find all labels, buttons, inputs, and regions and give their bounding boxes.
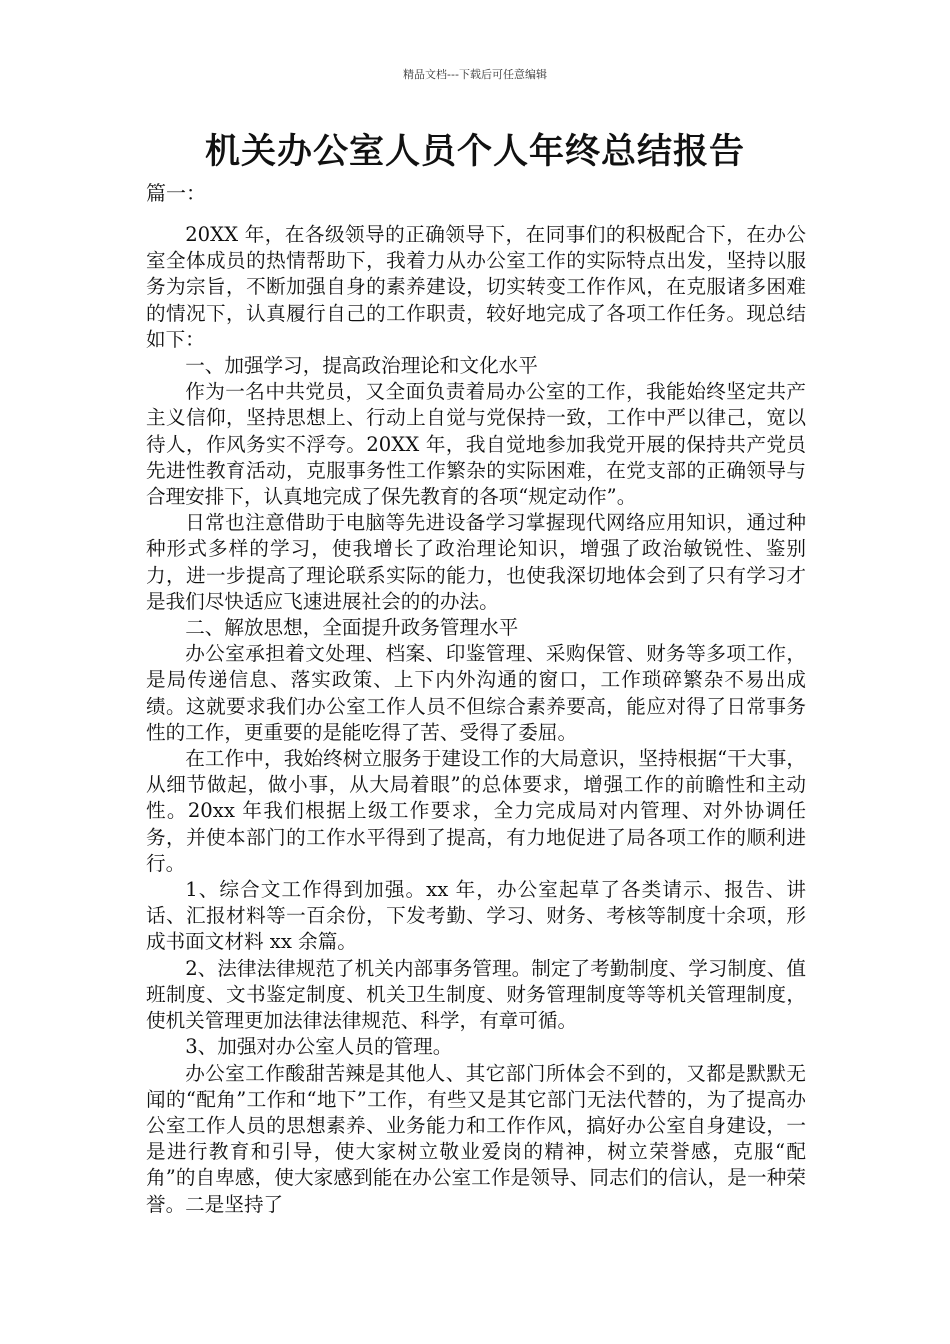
page-header-note: 精品文档---下载后可任意编辑 xyxy=(403,68,547,81)
paragraph: 在工作中，我始终树立服务于建设工作的大局意识，坚持根据“干大事，从细节做起，做小事，从大局着眼”的总体要求，增强工作的前瞻性和主动性。20xx 年我们根据上级工作要求，全力完成局对内管理、对外协调任务，并使本部门的工作水平得到了提高，有力地促进了局各项工作的顺利进行。 xyxy=(146,747,806,875)
document-title: 机关办公室人员个人年终总结报告 xyxy=(204,132,745,172)
paragraph: 作为一名中共党员，又全面负责着局办公室的工作，我能始终坚定共产主义信仰，坚持思想上、行动上自觉与党保持一致，工作中严以律己，宽以待人，作风务实不浮夸。20XX 年，我自觉地参加我党开展的保持共产党员先进性教育活动，克服事务性工作繁杂的实际困难，在党支部的正确领导与合理安排下，认真地完成了保先教育的各项“规定动作”。 xyxy=(146,380,806,509)
paragraph: 办公室承担着文处理、档案、印鉴管理、采购保管、财务等多项工作，是局传递信息、落实政策、上下内外沟通的窗口，工作琐碎繁杂不易出成绩。这就要求我们办公室工作人员不但综合素养要高，能应对得了日常事务性的工作，更重要的是能吃得了苦、受得了委屈。 xyxy=(146,642,806,744)
list-item-3: 3、加强对办公室人员的管理。 xyxy=(185,1035,453,1059)
list-item-1: 1、综合文工作得到加强。xx 年，办公室起草了各类请示、报告、讲话、汇报材料等一百余份，下发考勤、学习、财务、考核等制度十余项，形成书面文材料 xx 余篇。 xyxy=(146,878,806,954)
heading-one: 一、加强学习，提高政治理论和文化水平 xyxy=(185,354,538,378)
paragraph: 日常也注意借助于电脑等先进设备学习掌握现代网络应用知识，通过种种形式多样的学习，使我增长了政治理论知识，增强了政治敏锐性、鉴别力，进一步提高了理论联系实际的能力，也使我深切地体会到了只有学习才是我们尽快适应飞速进展社会的的办法。 xyxy=(146,511,806,613)
section-label: 篇一： xyxy=(146,181,206,205)
document-body xyxy=(146,222,806,1218)
heading-two: 二、解放思想，全面提升政务管理水平 xyxy=(185,616,519,640)
paragraph: 办公室工作酸甜苦辣是其他人、其它部门所体会不到的，又都是默默无闻的“配角”工作和“地下”工作，有些又是其它部门无法代替的，为了提高办公室工作人员的思想素养、业务能力和工作作风，搞好办公室自身建设，一是进行教育和引导，使大家树立敬业爱岗的精神，树立荣誉感，克服“配角”的自卑感，使大家感到能在办公室工作是领导、同志们的信认，是一种荣誉。二是坚持了 xyxy=(146,1061,806,1216)
list-item-2: 2、法律法律规范了机关内部事务管理。制定了考勤制度、学习制度、值班制度、文书鉴定制度、机关卫生制度、财务管理制度等等机关管理制度，使机关管理更加法律法律规范、科学，有章可循。 xyxy=(146,956,806,1033)
paragraph-intro: 20XX 年，在各级领导的正确领导下，在同事们的积极配合下，在办公室全体成员的热情帮助下，我着力从办公室工作的实际特点出发，坚持以服务为宗旨，不断加强自身的素养建设，切实转变工作作风，在克服诸多困难的情况下，认真履行自己的工作职责，较好地完成了各项工作任务。现总结如下： xyxy=(146,223,806,351)
